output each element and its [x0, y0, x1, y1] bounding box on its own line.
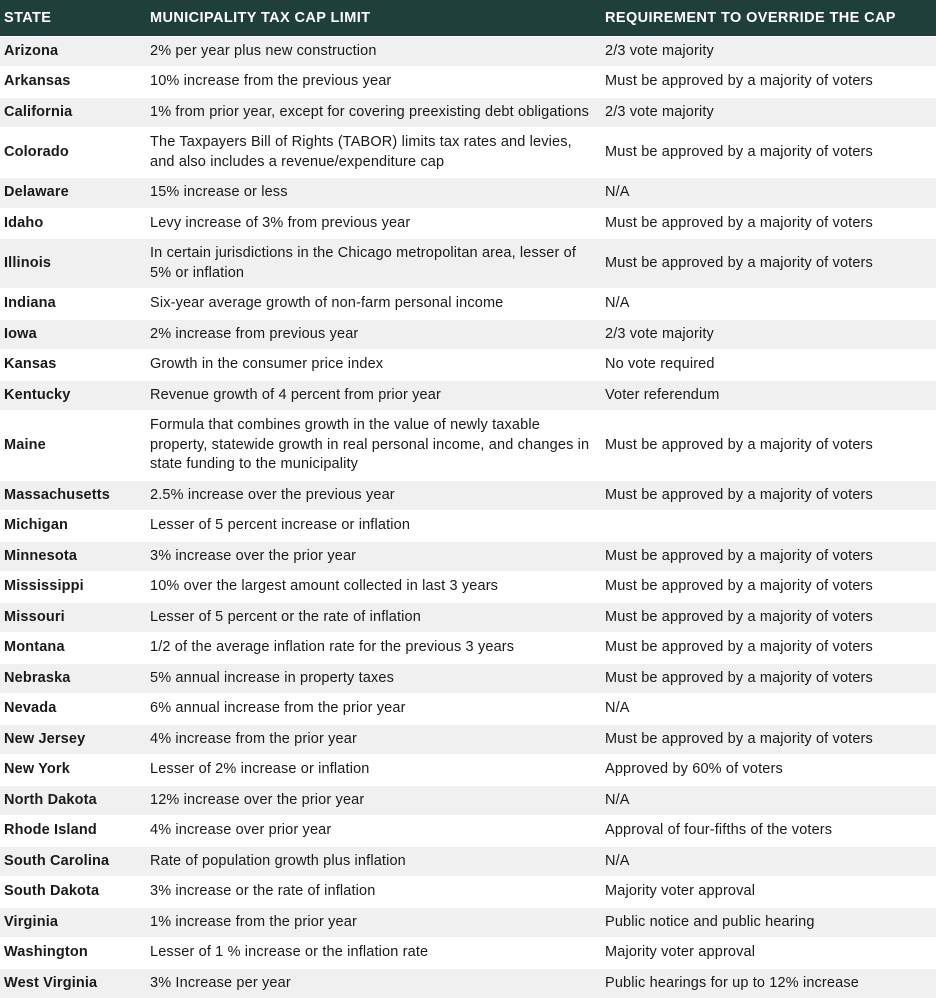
table-row — [0, 411, 936, 481]
state-cell: Rhode Island — [4, 822, 97, 838]
limit-cell: 1% increase from the prior year — [150, 913, 357, 930]
requirement-cell: Majority voter approval — [605, 944, 756, 960]
table-row — [0, 541, 936, 572]
state-cell: South Carolina — [4, 852, 110, 869]
limit-cell: 3% increase over the prior year — [150, 547, 357, 564]
requirement-cell: 2/3 vote majority — [605, 325, 714, 342]
state-cell: Arkansas — [4, 73, 71, 89]
limit-cell: 2% per year plus new construction — [150, 42, 377, 59]
table-row — [0, 694, 936, 725]
requirement-cell: Must be approved by a majority of voters — [605, 143, 873, 160]
table-row — [0, 239, 936, 289]
state-cell: Washington — [4, 944, 88, 960]
requirement-cell: N/A — [605, 700, 630, 716]
state-cell: West Virginia — [4, 974, 98, 991]
requirement-cell: No vote required — [605, 356, 715, 372]
header-limit: MUNICIPALITY TAX CAP LIMIT — [150, 9, 371, 26]
requirement-cell: Must be approved by a majority of voters — [605, 578, 873, 594]
limit-cell: In certain jurisdictions in the Chicago metropolitan area, lesser of 5% or inflation — [150, 245, 577, 281]
table-row — [0, 572, 936, 603]
limit-cell: 1/2 of the average inflation rate for the previous 3 years — [150, 639, 515, 655]
limit-cell: 3% increase or the rate of inflation — [150, 883, 376, 899]
table-row — [0, 877, 936, 908]
table-row — [0, 67, 936, 98]
state-cell: Kentucky — [4, 386, 71, 403]
requirement-cell: Must be approved by a majority of voters — [605, 254, 873, 271]
table-row — [0, 289, 936, 320]
limit-cell: 15% increase or less — [150, 184, 288, 200]
state-cell: Massachusetts — [4, 486, 110, 503]
limit-cell: Six-year average growth of non-farm personal income — [150, 295, 504, 311]
table-row — [0, 480, 936, 511]
table-row — [0, 938, 936, 969]
limit-cell: 2% increase from previous year — [150, 325, 359, 342]
limit-cell: Revenue growth of 4 percent from prior year — [150, 386, 441, 403]
limit-cell: Rate of population growth plus inflation — [150, 852, 406, 869]
requirement-cell: Must be approved by a majority of voters — [605, 639, 873, 655]
table-row — [0, 846, 936, 877]
table-body — [0, 36, 936, 998]
state-cell: Michigan — [4, 517, 69, 533]
requirement-cell: Public hearings for up to 12% increase — [605, 974, 859, 991]
state-cell: New York — [4, 761, 70, 777]
requirement-cell: Approval of four-fifths of the voters — [605, 822, 833, 838]
requirement-cell: N/A — [605, 852, 630, 869]
limit-cell: Growth in the consumer price index — [150, 356, 384, 372]
table-row — [0, 350, 936, 381]
table-row — [0, 602, 936, 633]
table-row — [0, 785, 936, 816]
requirement-cell: N/A — [605, 184, 630, 200]
requirement-cell: N/A — [605, 295, 630, 311]
limit-cell: The Taxpayers Bill of Rights (TABOR) limits tax rates and levies, and also includes a revenue/expenditure cap — [150, 134, 572, 170]
table-row — [0, 511, 936, 542]
requirement-cell: Public notice and public hearing — [605, 913, 815, 930]
requirement-cell: Must be approved by a majority of voters — [605, 669, 873, 686]
requirement-cell: Must be approved by a majority of voters — [605, 608, 873, 625]
limit-cell: Lesser of 5 percent or the rate of inflation — [150, 608, 421, 625]
state-cell: South Dakota — [4, 883, 100, 899]
state-cell: New Jersey — [4, 730, 86, 747]
table-row — [0, 208, 936, 239]
state-cell: Mississippi — [4, 578, 84, 594]
table-row — [0, 178, 936, 209]
state-cell: Indiana — [4, 295, 56, 311]
table-row — [0, 633, 936, 664]
limit-cell: Lesser of 5 percent increase or inflation — [150, 517, 411, 533]
requirement-cell: Must be approved by a majority of voters — [605, 730, 873, 747]
table-row — [0, 816, 936, 847]
limit-cell: 10% increase from the previous year — [150, 73, 392, 89]
header-requirement: REQUIREMENT TO OVERRIDE THE CAP — [605, 9, 896, 26]
requirement-cell: N/A — [605, 791, 630, 808]
requirement-cell: Must be approved by a majority of voters — [605, 547, 873, 564]
table-row — [0, 907, 936, 938]
table-row — [0, 97, 936, 128]
requirement-cell: Voter referendum — [605, 386, 720, 403]
state-cell: Nevada — [4, 700, 57, 716]
limit-cell: 1% from prior year, except for covering preexisting debt obligations — [150, 103, 589, 120]
requirement-cell: 2/3 vote majority — [605, 42, 714, 59]
state-cell: Missouri — [4, 608, 65, 625]
table-row — [0, 663, 936, 694]
limit-cell: 4% increase over prior year — [150, 822, 332, 838]
state-cell: Kansas — [4, 356, 57, 372]
state-cell: Colorado — [4, 143, 69, 160]
requirement-cell: Must be approved by a majority of voters — [605, 214, 873, 231]
limit-cell: Formula that combines growth in the value of newly taxable property, statewide growth in real personal income, and changes in state funding to the municipality — [150, 417, 590, 472]
state-cell: North Dakota — [4, 791, 97, 808]
requirement-cell — [601, 511, 936, 542]
state-cell: Nebraska — [4, 669, 71, 686]
limit-cell: 12% increase over the prior year — [150, 791, 365, 808]
table-row — [0, 319, 936, 350]
state-cell: Illinois — [4, 254, 52, 271]
state-cell: Idaho — [4, 214, 44, 231]
limit-cell: Levy increase of 3% from previous year — [150, 214, 411, 231]
state-cell: Montana — [4, 639, 65, 655]
state-cell: California — [4, 103, 73, 120]
state-cell: Arizona — [4, 42, 59, 59]
table-row — [0, 36, 936, 67]
state-cell: Virginia — [4, 913, 59, 930]
limit-cell: 10% over the largest amount collected in last 3 years — [150, 578, 499, 594]
requirement-cell: Must be approved by a majority of voters — [605, 436, 873, 453]
table-row — [0, 755, 936, 786]
limit-cell: 4% increase from the prior year — [150, 730, 357, 747]
requirement-cell: Must be approved by a majority of voters — [605, 486, 873, 503]
limit-cell: Lesser of 2% increase or inflation — [150, 761, 370, 777]
limit-cell: 6% annual increase from the prior year — [150, 700, 406, 716]
limit-cell: 5% annual increase in property taxes — [150, 669, 394, 686]
table-row — [0, 128, 936, 178]
table-row — [0, 380, 936, 411]
table-row — [0, 968, 936, 998]
table-row — [0, 724, 936, 755]
requirement-cell: Must be approved by a majority of voters — [605, 73, 873, 89]
state-cell: Maine — [4, 436, 46, 453]
table-header — [0, 0, 936, 36]
state-cell: Iowa — [4, 325, 37, 342]
limit-cell: Lesser of 1 % increase or the inflation rate — [150, 944, 429, 960]
limit-cell: 3% Increase per year — [150, 974, 291, 991]
requirement-cell: Majority voter approval — [605, 883, 756, 899]
requirement-cell: 2/3 vote majority — [605, 103, 714, 120]
requirement-cell: Approved by 60% of voters — [605, 761, 783, 777]
header-row — [0, 0, 936, 36]
state-cell: Minnesota — [4, 547, 78, 564]
header-state: STATE — [4, 9, 52, 26]
state-cell: Delaware — [4, 184, 69, 200]
limit-cell: 2.5% increase over the previous year — [150, 486, 395, 503]
